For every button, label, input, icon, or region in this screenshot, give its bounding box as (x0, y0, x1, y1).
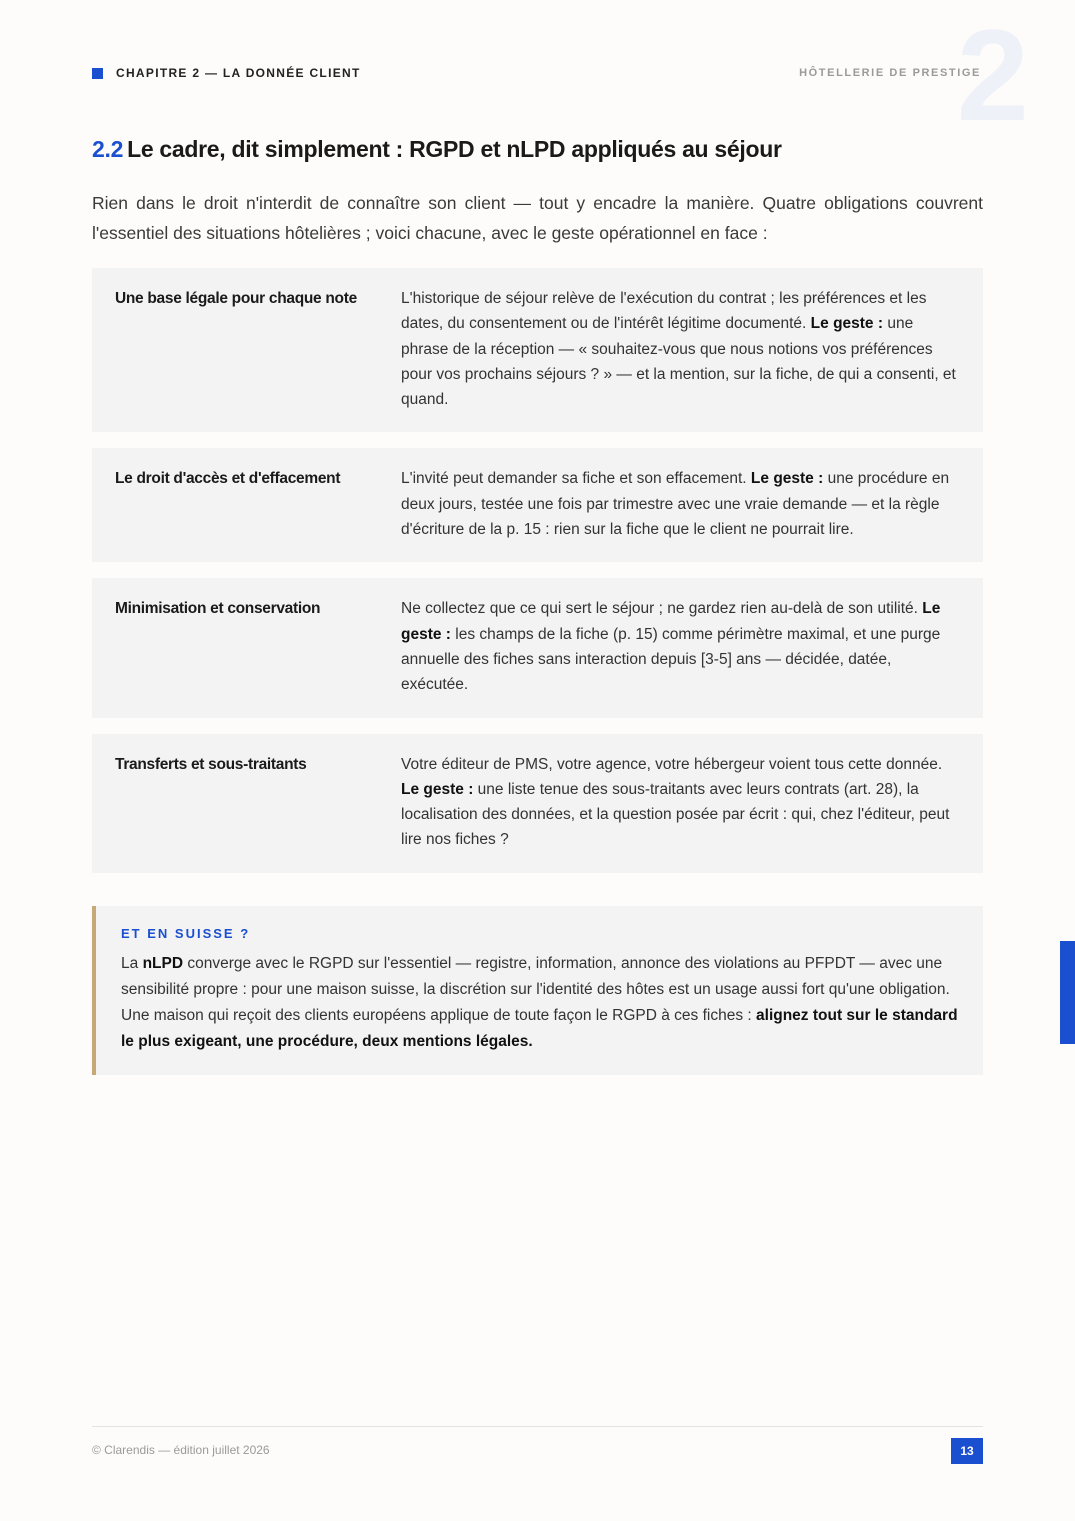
section-title-text: Le cadre, dit simplement : RGPD et nLPD appliqués au séjour (127, 136, 782, 162)
publication-label: HÔTELLERIE DE PRESTIGE (799, 67, 981, 79)
description-text: les champs de la fiche (p. 15) comme périmètre maximal, et une purge annuelle des fiches sans interaction depuis [3-5] ans — décidée, datée, exécutée. (401, 625, 941, 694)
obligation-label: Transferts et sous-traitants (115, 755, 307, 773)
geste-label: Le geste : (750, 470, 824, 488)
callout-bold: nLPD (142, 955, 184, 972)
callout-text-part: La (121, 955, 139, 972)
footer-divider (92, 1426, 983, 1427)
obligation-row (92, 734, 983, 873)
chapter-number-watermark: 2 (956, 2, 1029, 148)
callout-text (121, 951, 959, 1055)
obligations-table (92, 268, 983, 889)
description-text: Votre éditeur de PMS, votre agence, votre hébergeur voient tous cette donnée. (401, 755, 943, 773)
obligation-row (92, 448, 983, 562)
section-number: 2.2 (92, 136, 124, 162)
obligation-description (401, 752, 961, 853)
geste-label: Le geste : (401, 780, 474, 798)
description-text: une procédure en deux jours, testée une fois par trimestre avec une vraie demande — et la règle d'écriture de la p. 15 : rien sur la fiche que le client ne pourrait lire. (401, 470, 950, 539)
geste-label: Le geste : (401, 600, 941, 643)
description-text: L'historique de séjour relève de l'exécution du contrat ; les préférences et les dates, du consentement ou de l'intérêt légitime documenté. (401, 290, 927, 333)
chapter-label: CHAPITRE 2 — LA DONNÉE CLIENT (116, 66, 361, 80)
callout-bold: alignez tout sur le standard le plus exigeant, une procédure, deux mentions légales. (121, 1007, 958, 1050)
obligation-row (92, 268, 983, 432)
obligation-label: Le droit d'accès et d'effacement (115, 470, 341, 488)
chapter-side-tab (1060, 941, 1075, 1044)
geste-label: Le geste : (810, 315, 884, 333)
callout-text-part: converge avec le RGPD sur l'essentiel — registre, information, annonce des violations au PFPDT — avec une sensibilité propre : pour une maison suisse, la discrétion sur l'identité des hôtes est un usage aussi fort qu'une obligation. Une maison qui reçoit des clients européens applique de toute façon le RGPD à ces fiches : (121, 955, 950, 1024)
callout-title: ET EN SUISSE ? (121, 926, 251, 941)
running-header (92, 66, 983, 82)
description-text: une liste tenue des sous-traitants avec leurs contrats (art. 28), la localisation des données, et la question posée par écrit : qui, chez l'éditeur, peut lire nos fiches ? (401, 780, 950, 849)
obligation-description (401, 596, 961, 697)
intro-paragraph: Rien dans le droit n'interdit de connaître son client — tout y encadre la manière. Quatre obligations couvrent l'essentiel des situations hôtelières ; voici chacune, avec le geste opérationnel en face : (92, 193, 983, 243)
page-number: 13 (951, 1438, 983, 1464)
description-text: L'invité peut demander sa fiche et son effacement. (401, 470, 747, 488)
swiss-callout (92, 906, 983, 1075)
obligation-description (401, 466, 961, 542)
chapter-marker-icon (92, 68, 103, 79)
description-text: une phrase de la réception — « souhaitez-vous que nous notions vos préférences pour vos prochains séjours ? » — et la mention, sur la fiche, de qui a consenti, et quand. (401, 315, 956, 409)
obligation-row (92, 578, 983, 717)
obligation-label: Minimisation et conservation (115, 600, 321, 618)
obligation-label: Une base légale pour chaque note (115, 290, 357, 307)
footer-copyright: © Clarendis — édition juillet 2026 (92, 1443, 270, 1457)
obligation-description (401, 286, 961, 412)
description-text: Ne collectez que ce qui sert le séjour ; ne gardez rien au-delà de son utilité. (401, 600, 918, 618)
section-title (92, 136, 983, 163)
